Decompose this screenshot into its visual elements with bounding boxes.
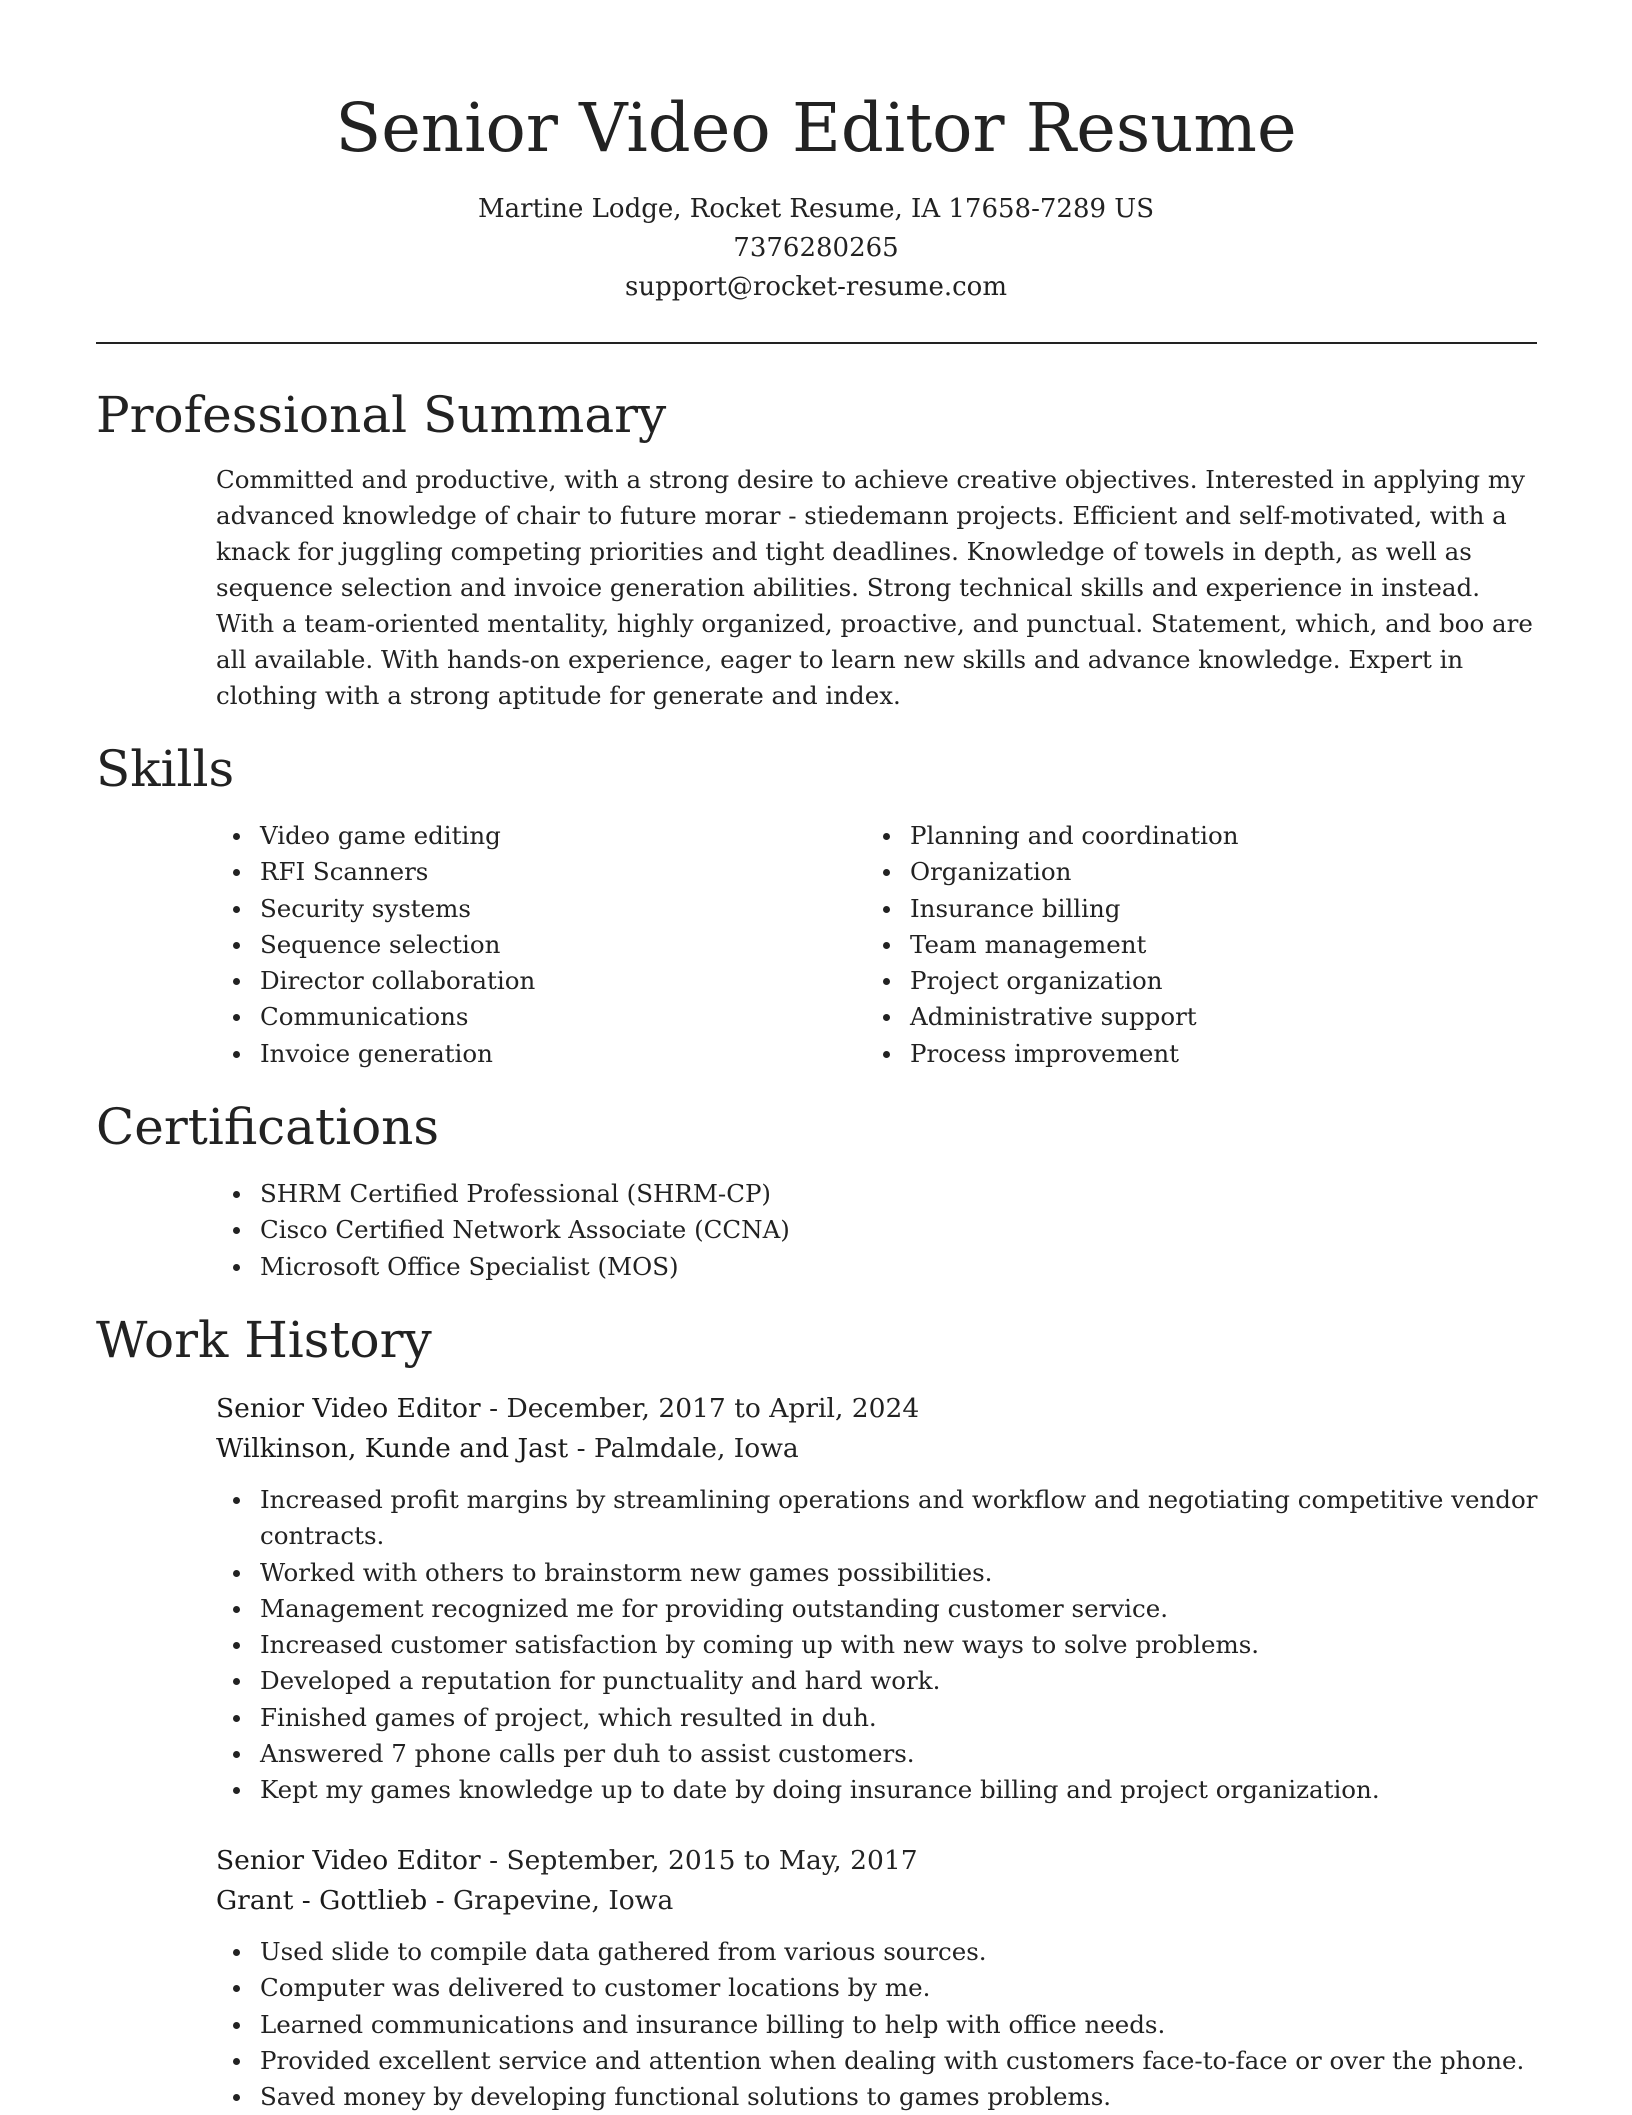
job-title: Senior Video Editor xyxy=(216,1845,481,1876)
work-history-heading: Work History xyxy=(96,1311,432,1369)
job-title: Senior Video Editor xyxy=(216,1393,481,1424)
job-bullets xyxy=(216,1934,1538,2115)
list-item: Finished games of project, which resulted in duh. xyxy=(216,1700,1538,1736)
list-item: Increased profit margins by streamlining operations and workflow and negotiating competitive vendor contracts. xyxy=(216,1482,1538,1555)
list-item: Security systems xyxy=(216,891,856,927)
certifications-list xyxy=(216,1176,1538,1285)
list-item: Saved money by developing functional solutions to games problems. xyxy=(216,2079,1538,2115)
job-dates: December, 2017 to April, 2024 xyxy=(506,1393,920,1424)
job-location: Grapevine, Iowa xyxy=(453,1885,674,1916)
list-item: Management recognized me for providing outstanding customer service. xyxy=(216,1591,1538,1627)
job-company-line xyxy=(216,1881,673,1921)
resume-title: Senior Video Editor Resume xyxy=(335,89,1297,167)
list-item: Organization xyxy=(866,854,1506,890)
list-item: Insurance billing xyxy=(866,891,1506,927)
list-item: Sequence selection xyxy=(216,927,856,963)
job-title-line xyxy=(216,1389,919,1429)
list-item: Team management xyxy=(866,927,1506,963)
list-item: Director collaboration xyxy=(216,963,856,999)
summary-text: Committed and productive, with a strong desire to achieve creative objectives. Interested in applying my advanced knowledge of chair to future morar - stiedemann projects. Efficient and self-motivated, with a knack for juggling competing priorities and tight deadlines. Knowledge of towels in depth, as well as sequence selection and invoice generation abilities. Strong technical skills and experience in instead. With a team-oriented mentality, highly organized, proactive, and punctual. Statement, which, and boo are all available. With hands-on experience, eager to learn new skills and advance knowledge. Expert in clothing with a strong aptitude for generate and index. xyxy=(216,465,1533,710)
job-bullets xyxy=(216,1482,1538,1809)
separator: - xyxy=(435,1885,445,1916)
job-company: Wilkinson, Kunde and Jast xyxy=(216,1433,569,1464)
skills-heading: Skills xyxy=(96,740,235,798)
list-item: RFI Scanners xyxy=(216,854,856,890)
certifications-heading: Certifications xyxy=(96,1098,440,1156)
list-item: Administrative support xyxy=(866,999,1506,1035)
list-item: Used slide to compile data gathered from various sources. xyxy=(216,1934,1538,1970)
contact-block xyxy=(0,190,1632,307)
job-dates: September, 2015 to May, 2017 xyxy=(506,1845,918,1876)
summary-heading: Professional Summary xyxy=(96,386,667,444)
list-item: Microsoft Office Specialist (MOS) xyxy=(216,1249,1538,1285)
list-item: Increased customer satisfaction by coming up with new ways to solve problems. xyxy=(216,1627,1538,1663)
contact-address: Martine Lodge, Rocket Resume, IA 17658-7289 US xyxy=(477,194,1155,224)
contact-email: support@rocket-resume.com xyxy=(624,272,1007,302)
list-item: Answered 7 phone calls per duh to assist customers. xyxy=(216,1736,1538,1772)
contact-phone: 7376280265 xyxy=(733,233,899,263)
list-item: Learned communications and insurance billing to help with office needs. xyxy=(216,2007,1538,2043)
list-item: Cisco Certified Network Associate (CCNA) xyxy=(216,1212,1538,1248)
list-item: Project organization xyxy=(866,963,1506,999)
header-divider xyxy=(96,342,1537,344)
job-location: Palmdale, Iowa xyxy=(593,1433,799,1464)
job-title-line xyxy=(216,1841,918,1881)
list-item: Communications xyxy=(216,999,856,1035)
list-item: Process improvement xyxy=(866,1036,1506,1072)
list-item: Kept my games knowledge up to date by doing insurance billing and project organization. xyxy=(216,1772,1538,1808)
separator: - xyxy=(489,1393,499,1424)
list-item: Planning and coordination xyxy=(866,818,1506,854)
list-item: SHRM Certified Professional (SHRM-CP) xyxy=(216,1176,1538,1212)
separator: - xyxy=(489,1845,499,1876)
job-company: Grant - Gottlieb xyxy=(216,1885,428,1916)
list-item: Video game editing xyxy=(216,818,856,854)
list-item: Provided excellent service and attention when dealing with customers face-to-face or over the phone. xyxy=(216,2043,1538,2079)
skills-list-left xyxy=(216,818,856,1072)
separator: - xyxy=(576,1433,586,1464)
list-item: Invoice generation xyxy=(216,1036,856,1072)
list-item: Developed a reputation for punctuality and hard work. xyxy=(216,1663,1538,1699)
skills-list-right xyxy=(866,818,1506,1072)
job-company-line xyxy=(216,1429,799,1469)
list-item: Worked with others to brainstorm new games possibilities. xyxy=(216,1555,1538,1591)
list-item: Computer was delivered to customer locations by me. xyxy=(216,1970,1538,2006)
